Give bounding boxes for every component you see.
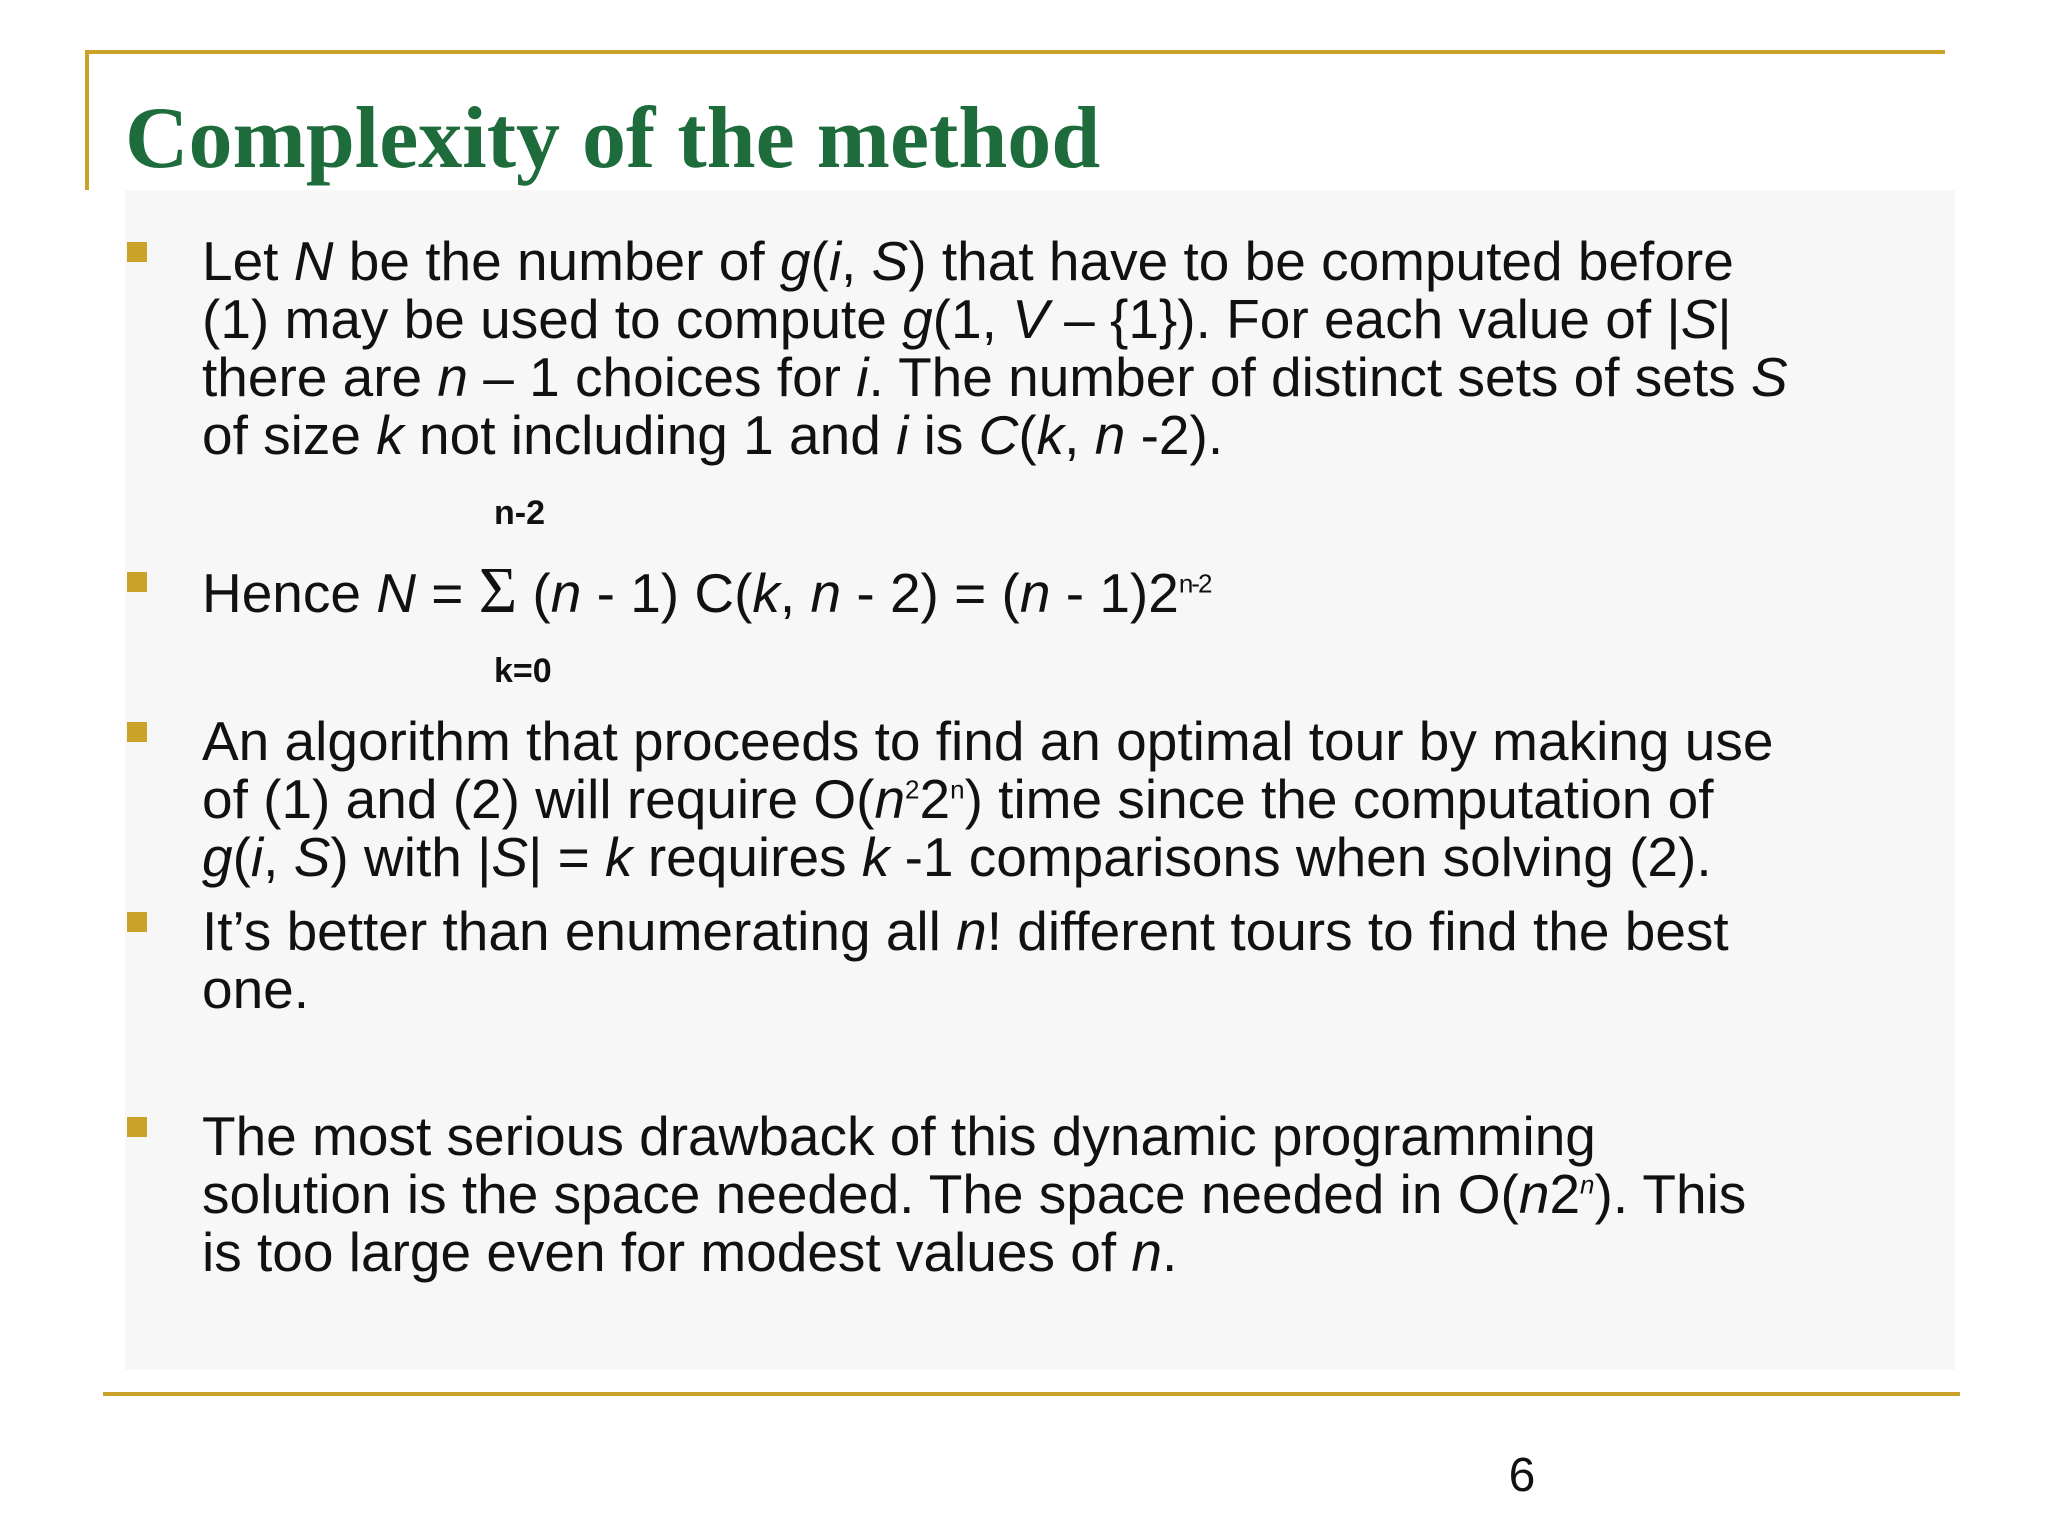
bullet-1-line-1: Let N be the number of g(i, S) that have to be computed before bbox=[202, 230, 1734, 292]
exponent: n-2 bbox=[1178, 568, 1211, 599]
bullet-5-line-1: The most serious drawback of this dynamic programming bbox=[202, 1105, 1596, 1167]
summation-formula: Hence N = Σ (n - 1) C(k, n - 2) = (n - 1)2$^{n-2}$ bbox=[202, 554, 1211, 627]
bullet-1-text bbox=[202, 232, 1788, 464]
bullet-3-line-1: An algorithm that proceeds to find an optimal tour by making use bbox=[202, 710, 1774, 772]
top-border-line bbox=[85, 50, 1945, 54]
bullet-5-line-2: solution is the space needed. The space needed in O(n2$^n$). This bbox=[202, 1163, 1747, 1225]
left-border-line bbox=[85, 50, 89, 190]
bullet-1-line-3: there are n – 1 choices for i. The number of distinct sets of sets S bbox=[202, 346, 1788, 408]
bullet-marker bbox=[127, 1117, 147, 1137]
bullet-4-line-1: It’s better than enumerating all n! different tours to find the best bbox=[202, 900, 1729, 962]
bullet-3-line-2: of (1) and (2) will require $O(n^22^n)$ time since the computation of bbox=[202, 768, 1714, 830]
bullet-1-line-4: of size k not including 1 and i is C(k, n -2). bbox=[202, 404, 1224, 466]
summation-upper-limit: n-2 bbox=[494, 494, 545, 532]
bullet-4-line-2: one. bbox=[202, 958, 310, 1020]
summation-lower-limit: k=0 bbox=[494, 652, 552, 690]
bullet-3-line-3: g(i, S) with |S| = k requires k -1 comparisons when solving (2). bbox=[202, 826, 1712, 888]
bullet-marker bbox=[127, 242, 147, 262]
page-number: 6 bbox=[1508, 1449, 1536, 1502]
bullet-4-text bbox=[202, 902, 1729, 1018]
sigma-symbol: Σ bbox=[478, 554, 518, 627]
bullet-5-text bbox=[202, 1107, 1746, 1281]
bullet-marker bbox=[127, 572, 147, 592]
bullet-5-line-3: is too large even for modest values of n. bbox=[202, 1221, 1178, 1283]
slide-title: Complexity of the method bbox=[125, 90, 1101, 187]
bullet-3-text bbox=[202, 712, 1773, 886]
bullet-1-line-2: (1) may be used to compute g(1, V – {1}). For each value of |S| bbox=[202, 288, 1732, 350]
bullet-2-text bbox=[202, 554, 1211, 627]
bottom-border-line bbox=[103, 1392, 1960, 1396]
bullet-marker bbox=[127, 722, 147, 742]
bullet-marker bbox=[127, 912, 147, 932]
